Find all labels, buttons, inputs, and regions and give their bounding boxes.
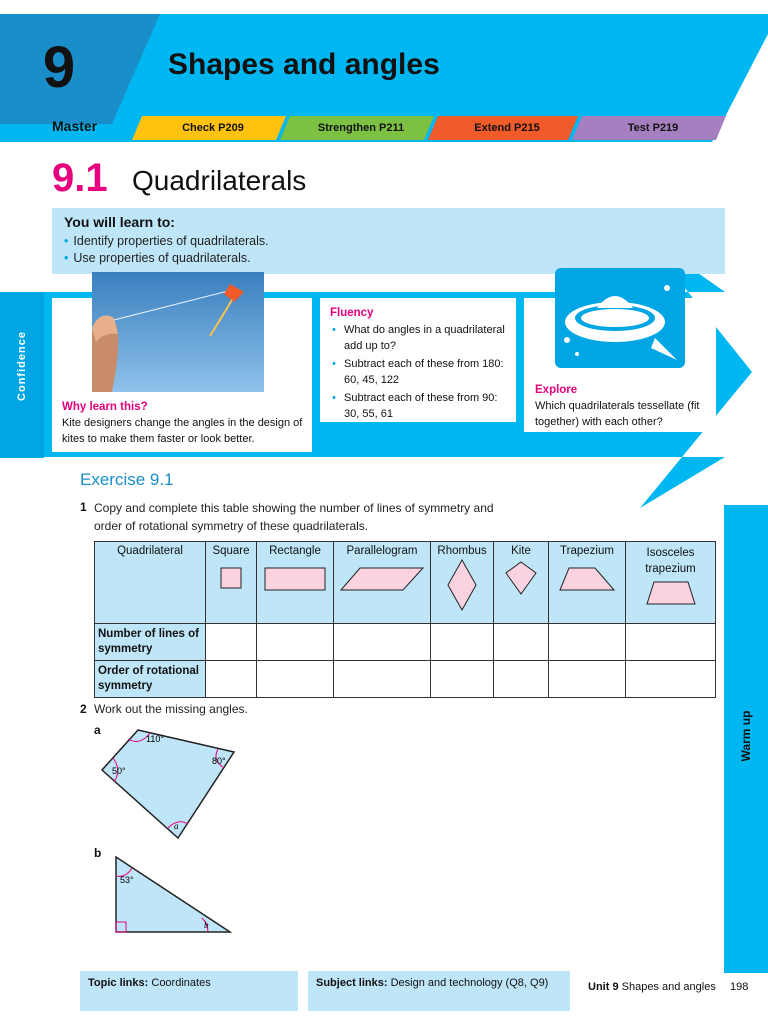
- table-header-rhombus: [431, 542, 494, 624]
- tab-test[interactable]: Test P219: [627, 122, 679, 134]
- question-1-text: Copy and complete this table showing the number of lines of symmetry and order of rotational symmetry of these quadrilaterals.: [94, 501, 494, 533]
- unit-number: 9: [42, 35, 76, 100]
- header-label: Kite: [511, 545, 531, 557]
- table-header-square: [206, 542, 257, 624]
- table-cell: [626, 661, 716, 698]
- header-label: Square: [212, 545, 250, 557]
- table-cell: [334, 661, 431, 698]
- header-label: Parallelogram: [346, 545, 418, 557]
- table-cell: [257, 624, 334, 661]
- question-2-number: 2: [80, 702, 87, 716]
- rhombus-shape: [447, 559, 477, 611]
- learn-item: • Use properties of quadrilaterals.: [64, 251, 251, 265]
- fluency-item: • Subtract each of these from 90: 30, 55, 61: [330, 390, 510, 422]
- spaceship-icon: [555, 268, 685, 368]
- question-1-number: 1: [80, 500, 87, 514]
- why-heading: Why learn this?: [62, 401, 148, 413]
- table-cell: [431, 624, 494, 661]
- confidence-label: Confidence: [16, 331, 28, 401]
- angle-label-a: a: [174, 821, 179, 831]
- table-header-parallelogram: [334, 542, 431, 624]
- rectangle-shape: [264, 567, 326, 591]
- part-a-label: a: [94, 723, 101, 737]
- header-label: Trapezium: [560, 545, 614, 557]
- table-row: [95, 661, 716, 698]
- fluency-item: • What do angles in a quadrilateral add up to?: [330, 322, 510, 354]
- table-cell: [206, 624, 257, 661]
- table-cell: [334, 624, 431, 661]
- header-label: Rectangle: [269, 545, 321, 557]
- table-cell: [431, 661, 494, 698]
- exercise-title: Exercise 9.1: [80, 470, 174, 489]
- section-title: Quadrilaterals: [132, 165, 307, 196]
- table-header-row: [95, 542, 716, 624]
- explore-heading: Explore: [535, 384, 578, 396]
- table-header-isosceles-trapezium: [626, 542, 716, 624]
- table-cell: [494, 624, 549, 661]
- fluency-list: [330, 322, 510, 424]
- table-header-trapezium: [549, 542, 626, 624]
- angle-label-80: 80°: [212, 756, 226, 766]
- part-b-label: b: [94, 846, 102, 860]
- table-cell: [626, 624, 716, 661]
- header-label: Rhombus: [437, 545, 487, 557]
- isosceles-trapezium-shape: [646, 581, 696, 605]
- parallelogram-shape: [340, 567, 424, 591]
- table-row: [95, 624, 716, 661]
- kite-shape: [505, 561, 537, 595]
- square-shape: [220, 567, 242, 589]
- triangle-b-diagram: [110, 854, 236, 936]
- page-footer-unit: Unit 9 Shapes and angles: [588, 981, 716, 993]
- trapezium-shape: [559, 567, 615, 591]
- table-cell: [549, 624, 626, 661]
- table-header: Quadrilateral: [95, 542, 206, 624]
- master-label: Master: [52, 118, 98, 134]
- table-cell: [549, 661, 626, 698]
- row-header-rotational: Order of rotational symmetry: [95, 661, 206, 698]
- section-number: 9.1: [52, 156, 108, 200]
- table-header-kite: [494, 542, 549, 624]
- fluency-item: • Subtract each of these from 180: 60, 45, 122: [330, 356, 510, 388]
- angle-label-53: 53°: [120, 875, 134, 885]
- kite-photo: [92, 272, 264, 392]
- row-header-lines: Number of lines of symmetry: [95, 624, 206, 661]
- topic-links: Topic links: Coordinates: [88, 977, 211, 989]
- why-text: Kite designers change the angles in the design of kites to make them faster or look better.: [62, 417, 303, 445]
- table-header-rectangle: [257, 542, 334, 624]
- learn-heading: You will learn to:: [64, 214, 175, 230]
- fluency-heading: Fluency: [330, 307, 374, 319]
- angle-label-110: 110°: [146, 734, 164, 744]
- table-cell: [494, 661, 549, 698]
- learn-item: • Identify properties of quadrilaterals.: [64, 234, 269, 248]
- angle-label-b: b: [204, 920, 209, 930]
- tab-extend[interactable]: Extend P215: [474, 122, 540, 134]
- unit-title: Shapes and angles: [168, 48, 440, 81]
- table-cell: [206, 661, 257, 698]
- quadrilateral-a-diagram: [96, 722, 246, 846]
- question-2-text: Work out the missing angles.: [94, 702, 248, 716]
- angle-label-50: 50°: [112, 766, 126, 776]
- tab-check[interactable]: Check P209: [182, 122, 244, 134]
- explore-text: Which quadrilaterals tessellate (fit together) with each other?: [535, 400, 700, 428]
- header-label: Isosceles trapezium: [645, 547, 696, 575]
- table-cell: [257, 661, 334, 698]
- tab-strengthen[interactable]: Strengthen P211: [317, 122, 405, 134]
- subject-links: Subject links: Design and technology (Q8, Q9): [316, 977, 549, 989]
- page-number: 198: [730, 981, 749, 993]
- symmetry-table: [94, 541, 716, 698]
- warm-up-label: Warm up: [739, 710, 753, 762]
